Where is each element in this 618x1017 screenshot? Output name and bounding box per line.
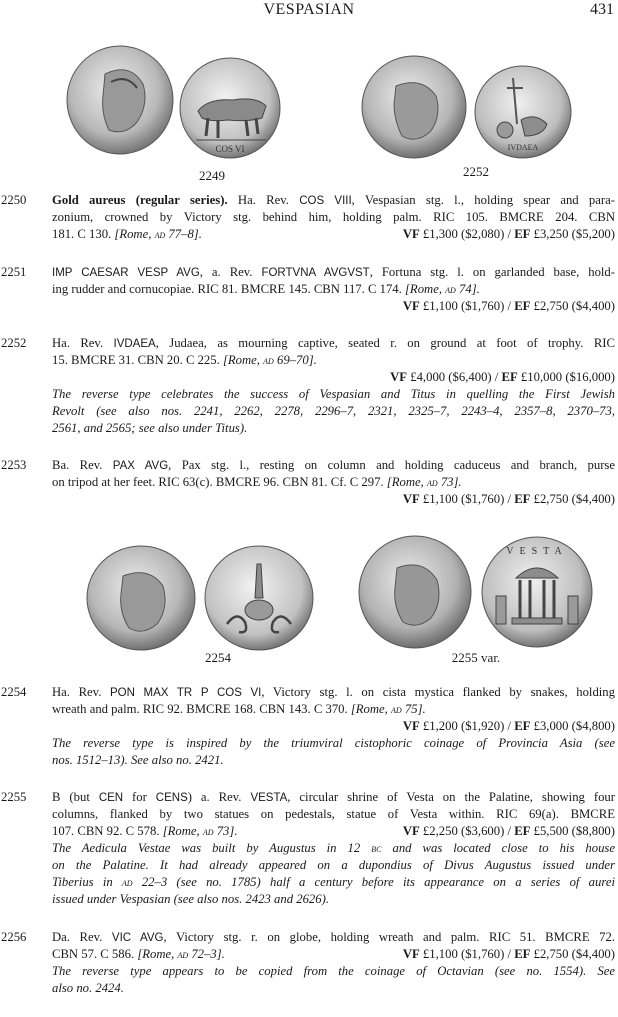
coin-2255-obverse — [357, 534, 473, 650]
mint-date: [Rome, — [114, 227, 155, 241]
price-text — [52, 298, 615, 315]
grade-vf: VF — [390, 370, 408, 384]
text-run: Ha. Rev. — [227, 193, 300, 207]
page-header — [0, 0, 618, 22]
caption-2254: 2254 — [205, 650, 231, 665]
price-ef: £5,500 ($8,800) — [530, 824, 615, 838]
entry-line — [52, 789, 615, 806]
entry-line — [52, 192, 615, 209]
catalog-number: 2253 — [1, 458, 27, 472]
era-abbrev: ad — [154, 229, 166, 241]
price-vf: £1,100 ($1,760) / — [419, 299, 515, 313]
entry-line — [52, 457, 615, 474]
price-vf: £1,100 ($1,760) / — [419, 947, 515, 961]
price-vf: £1,300 ($2,080) / — [419, 227, 515, 241]
text-run: and was located close to his house — [381, 841, 615, 855]
text-run: Tiberius in — [52, 875, 122, 889]
coin-2254-obverse — [85, 544, 197, 652]
entry-line — [52, 474, 615, 491]
entry-line — [52, 281, 615, 298]
caption-2249: 2249 — [199, 168, 225, 183]
price-vf: £1,200 ($1,920) / — [419, 719, 515, 733]
grade-ef: EF — [514, 227, 531, 241]
mint-date: 72–3]. — [188, 947, 225, 961]
price-vf: £4,000 ($6,400) / — [407, 370, 502, 384]
price-ef: £2,750 ($4,400) — [530, 299, 615, 313]
coin-type-heading: Gold aureus (regular series). — [52, 193, 228, 207]
entry-line — [52, 352, 615, 369]
entry-line — [52, 335, 615, 352]
catalog-number: 2251 — [1, 265, 27, 279]
grade-vf: VF — [402, 299, 420, 313]
legend-text: FORTVNA AVGVST — [261, 267, 370, 279]
text-run: , circular shrine of Vesta on the Palatine, showing four — [287, 790, 615, 804]
coin-2255-reverse — [480, 534, 594, 650]
mint-date: 73]. — [437, 475, 462, 489]
price-vf: £2,250 ($3,600) / — [419, 824, 515, 838]
text-run: The Aedicula Vestae was built by Augustus in 12 — [52, 841, 372, 855]
reference-text — [52, 226, 202, 243]
legend-text: VIC AVG — [111, 932, 164, 944]
grade-vf: VF — [402, 947, 420, 961]
text-run: , Judaea, as mourning captive, seated r. on ground at foot of trophy. RIC — [155, 336, 615, 350]
mint-date: 77–8]. — [165, 227, 202, 241]
running-title: VESPASIAN — [263, 1, 355, 18]
text-run: ) a. Rev. — [187, 790, 251, 804]
catalog-number: 2254 — [1, 685, 27, 699]
catalog-number: 2255 — [1, 790, 27, 804]
text-run: ing rudder and cornucopiae. RIC 81. BMCRE 145. CBN 117. C 174. — [52, 282, 405, 296]
legend-text: IVDAEA — [113, 338, 156, 350]
era-abbrev: ad — [263, 355, 274, 367]
entry-2254 — [0, 684, 618, 774]
coin-2255-reverse-legend: VESTA — [506, 546, 568, 557]
grade-ef: EF — [514, 719, 531, 733]
text-run: , Pax stg. l., resting on column and holding caduceus and branch, purse — [168, 458, 615, 472]
mint-date: 74]. — [455, 282, 480, 296]
grade-vf: VF — [402, 719, 420, 733]
legend-text: CENS — [155, 792, 188, 804]
price-ef: £2,750 ($4,400) — [530, 492, 615, 506]
note-line: Revolt (see also nos. 2241, 2262, 2278, 2296–7, 2321, 2325–7, 2243–4, 2357–8, 2370–73, — [52, 404, 615, 418]
grade-ef: EF — [501, 370, 518, 384]
page-number: 431 — [590, 1, 614, 18]
note-line: The reverse type appears to be copied from the coinage of Octavian (see no. 1554). See — [52, 964, 615, 978]
note-line: nos. 1512–13). See also no. 2421. — [52, 753, 224, 767]
catalog-number: 2256 — [1, 930, 27, 944]
grade-vf: VF — [402, 824, 420, 838]
era-abbrev: bc — [371, 843, 382, 855]
price-ef: £3,250 ($5,200) — [530, 227, 615, 241]
coin-2252-reverse — [473, 64, 573, 160]
price-text — [52, 369, 615, 386]
entry-2251 — [0, 264, 618, 319]
reference-text — [52, 823, 238, 840]
entry-line — [52, 264, 615, 281]
text-run: , Victory stg. r. on globe, holding wreath and palm. RIC 51. BMCRE 72. — [163, 930, 615, 944]
coin-photo-row-2 — [0, 520, 618, 670]
mint-date: [Rome, — [162, 824, 203, 838]
mint-date: [Rome, — [405, 282, 446, 296]
grade-ef: EF — [514, 824, 531, 838]
text-run: on tripod at her feet. RIC 63(c). BMCRE 96. CBN 81. Cf. C 297. — [52, 475, 387, 489]
grade-ef: EF — [514, 492, 531, 506]
caption-2252: 2252 — [463, 164, 489, 179]
note-line: also no. 2424. — [52, 981, 124, 995]
price-text — [52, 491, 615, 508]
era-abbrev: ad — [202, 826, 214, 838]
text-run: , Fortuna stg. l. on garlanded base, hold- — [369, 265, 615, 279]
price-ef: £2,750 ($4,400) — [530, 947, 615, 961]
reference-text — [52, 946, 225, 963]
entry-line — [52, 226, 615, 243]
legend-text: CEN — [98, 792, 124, 804]
entry-line — [52, 684, 615, 701]
entry-line — [52, 946, 615, 963]
entry-line — [52, 929, 615, 946]
price-text — [403, 226, 615, 243]
mint-date: [Rome, — [386, 475, 427, 489]
mint-date: [Rome, — [137, 947, 178, 961]
era-abbrev: ad — [426, 477, 438, 489]
legend-text: PAX AVG — [112, 460, 169, 472]
coin-2254-reverse — [203, 544, 315, 652]
entry-line — [52, 701, 615, 718]
grade-ef: EF — [514, 947, 531, 961]
era-abbrev: ad — [177, 949, 189, 961]
entry-line: columns, flanked by two statues on pedestals, statue of Vesta within. RIC 69(a). BMCRE — [52, 807, 615, 821]
era-abbrev: ad — [121, 877, 133, 889]
text-run: 22–3 (see no. 1785) half a century before its appearance on a series of aurei — [132, 875, 615, 889]
mint-date: [Rome, — [222, 353, 264, 367]
entry-2250 — [0, 192, 618, 247]
entry-line — [52, 823, 615, 840]
note-line — [52, 874, 615, 891]
note-line: on the Palatine. It had already appeared on a dupondius of Divus Augustus issued under — [52, 858, 615, 872]
entry-2252 — [0, 335, 618, 441]
note-line: issued under Vespasian (see also nos. 2423 and 2626). — [52, 892, 329, 906]
era-abbrev: ad — [445, 284, 456, 296]
price-text — [403, 823, 615, 840]
coin-2249-obverse — [65, 44, 175, 156]
coin-2249-reverse — [178, 56, 282, 160]
text-run: Ba. Rev. — [52, 458, 113, 472]
legend-text: COS VIII — [299, 195, 352, 207]
text-run: Ha. Rev. — [52, 685, 110, 699]
note-line: The reverse type celebrates the success of Vespasian and Titus in quelling the First Jewish — [52, 387, 615, 401]
mint-date: 73]. — [213, 824, 238, 838]
grade-vf: VF — [402, 492, 420, 506]
text-run: , a. Rev. — [199, 265, 262, 279]
legend-text: VESTA — [250, 792, 288, 804]
mint-date: 69–70]. — [273, 353, 317, 367]
entry-2256 — [0, 929, 618, 1001]
price-ef: £10,000 ($16,000) — [517, 370, 615, 384]
coin-2252-reverse-legend: IVDAEA — [507, 143, 539, 152]
price-text — [403, 946, 615, 963]
text-run: , Vespasian stg. l., holding spear and para- — [351, 193, 615, 207]
legend-text: PON MAX TR P COS VI — [109, 687, 262, 699]
note-line: 2561, and 2565; see also under Titus). — [52, 421, 248, 435]
price-vf: £1,100 ($1,760) / — [419, 492, 515, 506]
legend-text: IMP CAESAR VESP AVG — [52, 267, 200, 279]
text-run: wreath and palm. RIC 92. BMCRE 168. CBN 143. C 370. — [52, 702, 351, 716]
text-run: Da. Rev. — [52, 930, 112, 944]
grade-ef: EF — [514, 299, 531, 313]
coin-photo-row-1 — [0, 42, 618, 192]
mint-date: 75]. — [401, 702, 426, 716]
text-run: B (but — [52, 790, 99, 804]
entry-2253 — [0, 457, 618, 512]
coin-2252-obverse — [360, 54, 468, 160]
grade-vf: VF — [402, 227, 420, 241]
caption-2255: 2255 var. — [451, 650, 501, 665]
note-line: The reverse type is inspired by the triumviral cistophoric coinage of Provincia Asia (see — [52, 736, 615, 750]
text-run: 15. BMCRE 31. CBN 20. C 225. — [52, 353, 223, 367]
catalog-number: 2250 — [1, 193, 27, 207]
text-run: , Victory stg. l. on cista mystica flanked by snakes, holding — [261, 685, 615, 699]
note-line — [52, 840, 615, 857]
text-run: for — [123, 790, 156, 804]
era-abbrev: ad — [391, 704, 402, 716]
price-text — [52, 718, 615, 735]
text-run: Ha. Rev. — [52, 336, 114, 350]
coin-2249-reverse-legend: COS VI — [215, 144, 245, 154]
catalog-number: 2252 — [1, 336, 27, 350]
text-run: CBN 57. C 586. — [52, 947, 138, 961]
text-run: 107. CBN 92. C 578. — [52, 824, 163, 838]
mint-date: [Rome, — [350, 702, 392, 716]
text-run: 181. C 130. — [52, 227, 115, 241]
entry-2255 — [0, 789, 618, 914]
entry-line: zonium, crowned by Victory stg. behind him, holding palm. RIC 105. BMCRE 204. CBN — [52, 210, 615, 224]
price-ef: £3,000 ($4,800) — [530, 719, 615, 733]
